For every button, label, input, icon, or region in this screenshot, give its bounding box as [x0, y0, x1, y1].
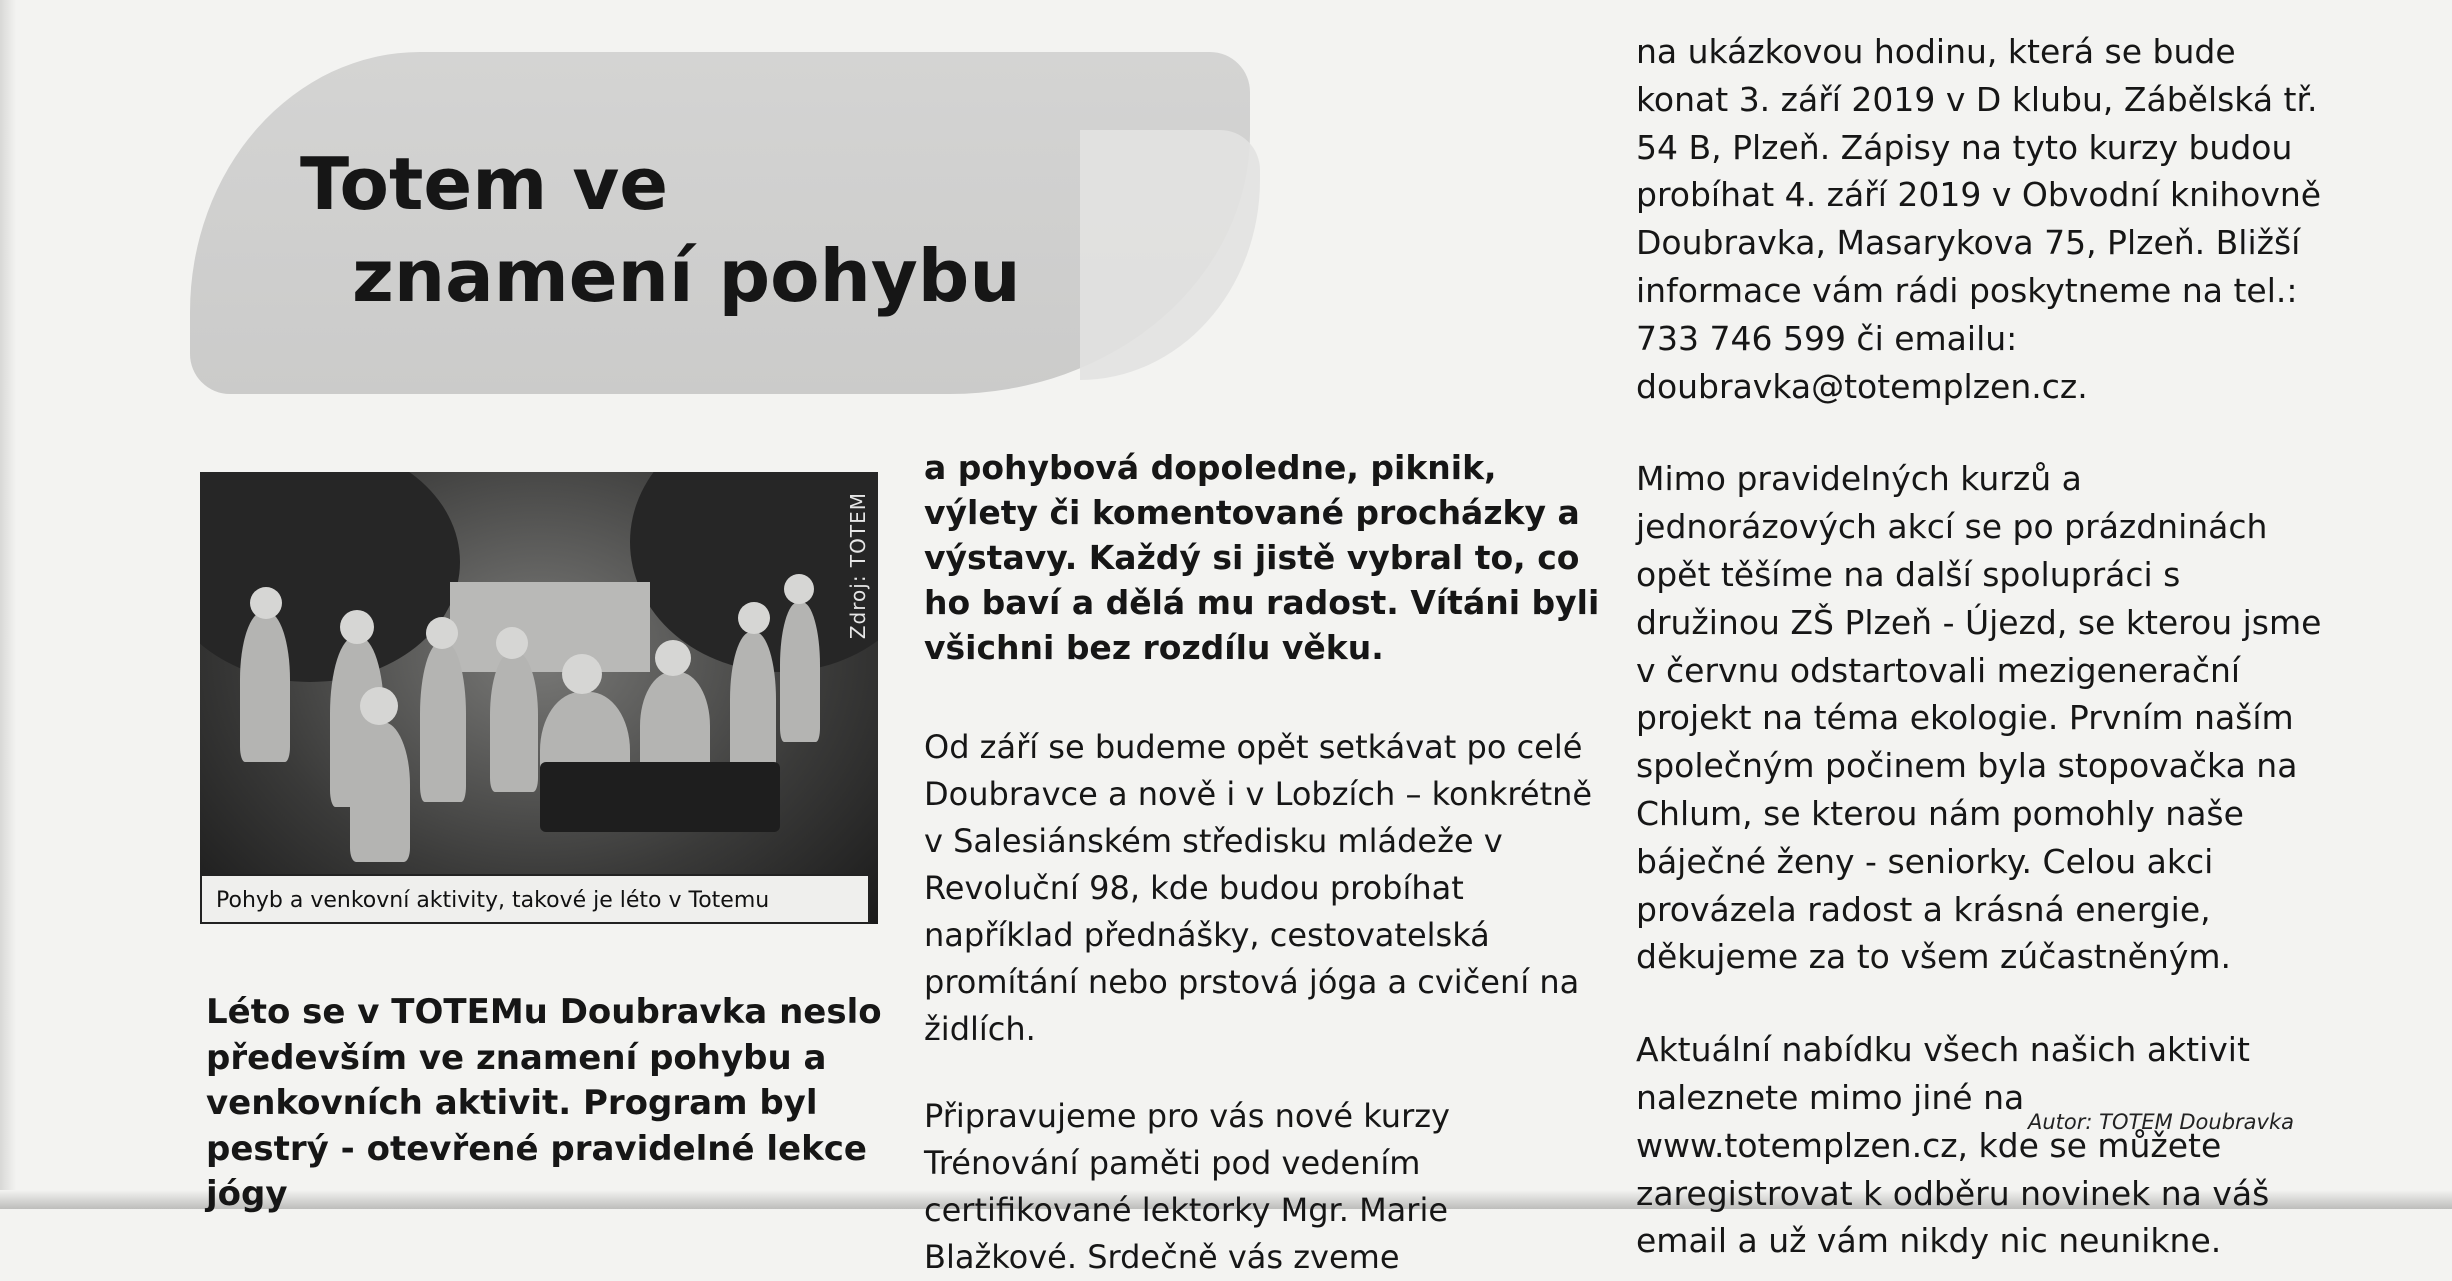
- headline-background-fold: [1080, 130, 1260, 380]
- photo-tree: [200, 472, 460, 682]
- photo-person-head: [784, 574, 814, 604]
- paragraph-courses: Od září se budeme opět setkávat po celé Doubravce a nově i v Lobzích – konkrétně v Salesiánském středisku mládeže v Revoluční 98, kde budou probíhat například přednášky, cestovatelská promítání nebo prstová jóga a cvičení na židlích.: [924, 728, 1593, 1048]
- intro-paragraph-part-2: a pohybová dopoledne, piknik, výlety či komentované procházky a výstavy. Každý si jistě vybral to, co ho baví a dělá mu radost. Vítáni byli všichni bez rozdílu věku.: [924, 448, 1600, 667]
- article-author: Autor: TOTEM Doubravka: [2028, 1110, 2295, 1134]
- paragraph-memory-part-2: na ukázkovou hodinu, která se bude konat 3. září 2019 v D klubu, Zábělská tř. 54 B, Plzeň. Zápisy na tyto kurzy budou probíhat 4. září 2019 v Obvodní knihovně Doubravka, Masarykova 75, Plzeň. Bližší informace vám rádi poskytneme na tel.: 733 746 599 či emailu: doubravka@totemplzen.cz.: [1636, 32, 2322, 406]
- paragraph-offer: Aktuální nabídku všech našich aktivit naleznete mimo jiné na www.totemplzen.cz, kde se můžete zaregistrovat k odběru novinek na váš email a už vám nikdy nic neunikne.: [1636, 1030, 2270, 1261]
- photo-person-head: [426, 617, 458, 649]
- paragraph-cooperation: Mimo pravidelných kurzů a jednorázových akcí se po prázdninách opět těšíme na další spolupráci s družinou ZŠ Plzeň - Újezd, se kterou jsme v červnu odstartovali mezigenerační projekt na téma ekologie. Prvním naším společným počinem byla stopovačka na Chlum, se kterou nám pomohly naše báječné ženy - seniorky. Celou akci provázela radost a krásná energie, děkujeme za to všem zúčastněným.: [1636, 459, 2322, 977]
- photo-person: [730, 632, 776, 782]
- photo-person-head: [562, 654, 602, 694]
- photo-person-head: [360, 687, 398, 725]
- photo-credit: Zdroj: TOTEM: [846, 492, 870, 640]
- photo-banner: [450, 582, 650, 672]
- photo-person: [350, 722, 410, 862]
- photo-person-head: [738, 602, 770, 634]
- photo-person-head: [496, 627, 528, 659]
- photo-person: [490, 652, 538, 792]
- headline-line-1: Totem ve: [300, 142, 669, 226]
- photo-person: [780, 602, 820, 742]
- article-photo: [200, 472, 878, 924]
- column-3: [1636, 28, 2326, 1265]
- intro-paragraph-part-1: Léto se v TOTEMu Doubravka neslo především ve znamení pohybu a venkovních aktivit. Program byl pestrý - otevřené pravidelné lekce jógy: [206, 992, 882, 1214]
- photo-caption: Pohyb a venkovní aktivity, takové je léto v Totemu: [200, 874, 870, 924]
- photo-person: [240, 612, 290, 762]
- photo-person-head: [340, 610, 374, 644]
- photo-person-head: [655, 640, 691, 676]
- headline-line-2: znamení pohybu: [352, 234, 1021, 318]
- article-headline: [300, 138, 1021, 322]
- column-1: [206, 990, 906, 1218]
- photo-person-head: [250, 587, 282, 619]
- column-2: [924, 445, 1604, 1281]
- photo-person: [420, 642, 466, 802]
- scan-edge: [0, 0, 16, 1209]
- paragraph-memory-part-1: Připravujeme pro vás nové kurzy Trénování paměti pod vedením certifikované lektorky Mgr. Marie Blažkové. Srdečně vás zveme: [924, 1097, 1450, 1276]
- photo-bench: [540, 762, 780, 832]
